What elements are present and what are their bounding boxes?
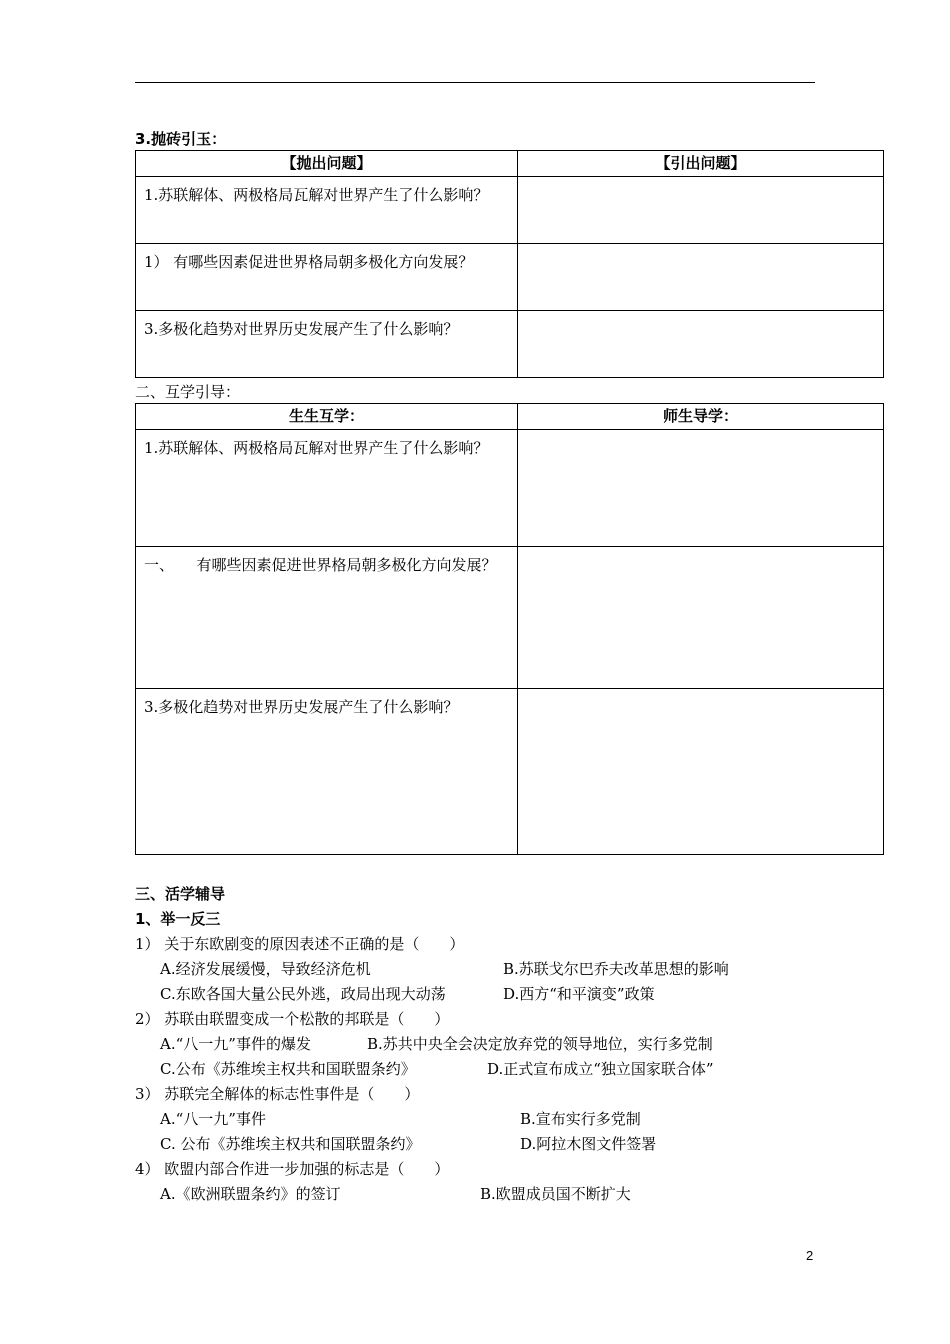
table1-header-left: 【抛出问题】 — [136, 151, 518, 177]
answer-cell[interactable] — [518, 430, 884, 547]
answer-cell[interactable] — [518, 244, 884, 311]
table2-header-left: 生生互学： — [136, 404, 518, 430]
answer-cell[interactable] — [518, 311, 884, 378]
question-option: B.欧盟成员国不断扩大 — [480, 1185, 631, 1203]
question-stem: 4） 欧盟内部合作进一步加强的标志是（ ） — [135, 1160, 450, 1178]
question-option: A.“八一九”事件的爆发 — [160, 1035, 311, 1053]
question-option: A.“八一九”事件 — [160, 1110, 266, 1128]
header-rule — [135, 82, 815, 83]
section-3-title: 3.抛砖引玉： — [135, 130, 227, 148]
question-stem: 3） 苏联完全解体的标志性事件是（ ） — [135, 1085, 420, 1103]
table1-header-right: 【引出问题】 — [518, 151, 884, 177]
answer-cell[interactable] — [518, 689, 884, 855]
question-option: C. 公布《苏维埃主权共和国联盟条约》 — [160, 1135, 421, 1153]
section-three-title: 三、活学辅导 — [135, 885, 226, 903]
table2-header-right: 师生导学： — [518, 404, 884, 430]
table-row: 3.多极化趋势对世界历史发展产生了什么影响？ — [136, 689, 518, 855]
question-option: C.公布《苏维埃主权共和国联盟条约》 — [160, 1060, 416, 1078]
question-option: B.苏联戈尔巴乔夫改革思想的影响 — [503, 960, 729, 978]
question-option: D.阿拉木图文件签署 — [520, 1135, 657, 1153]
question-option: D.正式宣布成立“独立国家联合体” — [487, 1060, 714, 1078]
question-stem: 2） 苏联由联盟变成一个松散的邦联是（ ） — [135, 1010, 450, 1028]
question-option: B.苏共中央全会决定放弃党的领导地位，实行多党制 — [367, 1035, 713, 1053]
question-option: A.经济发展缓慢，导致经济危机 — [160, 960, 371, 978]
question-option: D.西方“和平演变”政策 — [503, 985, 655, 1003]
table-questions — [135, 150, 884, 378]
section-2-title: 二、互学引导： — [135, 383, 241, 401]
table-row: 1） 有哪些因素促进世界格局朝多极化方向发展？ — [136, 244, 518, 311]
table-row: 1.苏联解体、两极格局瓦解对世界产生了什么影响？ — [136, 430, 518, 547]
table-row: 1.苏联解体、两极格局瓦解对世界产生了什么影响？ — [136, 177, 518, 244]
question-stem: 1） 关于东欧剧变的原因表述不正确的是（ ） — [135, 935, 465, 953]
answer-cell[interactable] — [518, 177, 884, 244]
table-mutual-learning — [135, 403, 884, 855]
question-option: A.《欧洲联盟条约》的签订 — [160, 1185, 341, 1203]
answer-cell[interactable] — [518, 547, 884, 689]
table-row: 一、 有哪些因素促进世界格局朝多极化方向发展？ — [136, 547, 518, 689]
subsection-title: 1、举一反三 — [135, 910, 221, 928]
page-number: 2 — [806, 1248, 814, 1263]
question-option: C.东欧各国大量公民外逃，政局出现大动荡 — [160, 985, 446, 1003]
question-option: B.宣布实行多党制 — [520, 1110, 641, 1128]
table-row: 3.多极化趋势对世界历史发展产生了什么影响？ — [136, 311, 518, 378]
